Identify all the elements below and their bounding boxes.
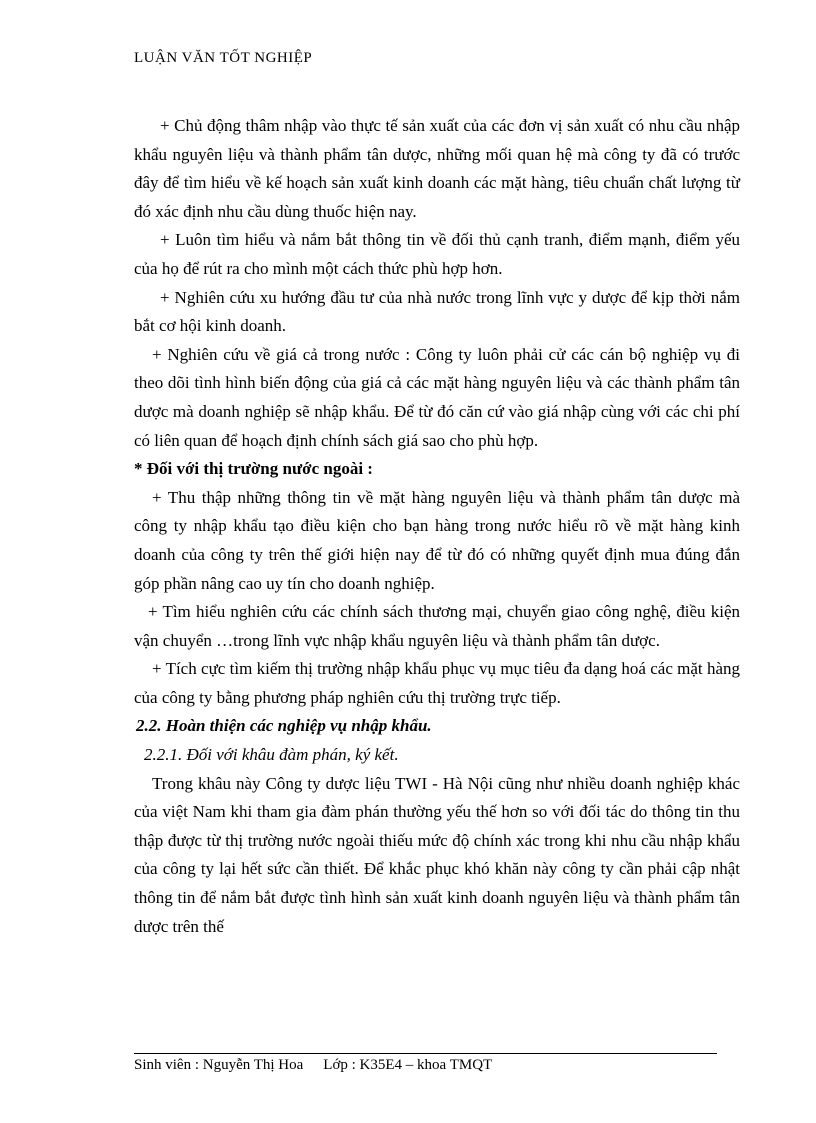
paragraph: + Tích cực tìm kiếm thị trường nhập khẩu phục vụ mục tiêu đa dạng hoá các mặt hàng của công ty bằng phương pháp nghiên cứu thị trường trực tiếp. <box>134 659 740 707</box>
paragraph: + Luôn tìm hiểu và nắm bắt thông tin về đối thủ cạnh tranh, điểm mạnh, điểm yếu của họ để rút ra cho mình một cách thức phù hợp hơn. <box>134 230 740 278</box>
footer-student: Sinh viên : Nguyễn Thị Hoa <box>134 1057 304 1073</box>
heading-2-2: 2.2. Hoàn thiện các nghiệp vụ nhập khẩu. <box>136 716 432 736</box>
paragraph: + Nghiên cứu xu hướng đầu tư của nhà nước trong lĩnh vực y dược để kịp thời nắm bắt cơ hội kinh doanh. <box>134 287 740 336</box>
paragraph: + Nghiên cứu về giá cả trong nước : Công ty luôn phải cử các cán bộ nghiệp vụ đi theo dõi tình hình biến động của giá cả các mặt hàng nguyên liệu và các thành phẩm tân dược mà doanh nghiệp sẽ nhập khẩu. Để từ đó căn cứ vào giá nhập cùng với các chi phí có liên quan để hoạch định chính sách giá sao cho phù hợp. <box>134 344 740 450</box>
document-body <box>134 112 740 941</box>
footer-divider <box>134 1053 717 1054</box>
paragraph: + Tìm hiểu nghiên cứu các chính sách thương mại, chuyển giao công nghệ, điều kiện vận chuyển …trong lĩnh vực nhập khẩu nguyên liệu và thành phẩm tân dược. <box>134 602 740 650</box>
heading-2-2-1: 2.2.1. Đối với khâu đàm phán, ký kết. <box>144 745 399 765</box>
paragraph: Trong khâu này Công ty dược liệu TWI - Hà Nội cũng như nhiều doanh nghiệp khác của việt Nam khi tham gia đàm phán thường yếu thế hơn so với đối tác do thông tin thu thập được từ thị trường nước ngoài thiếu mức độ chính xác trong khi nhu cầu nhập khẩu của công ty lại hết sức cần thiết. Để khắc phục khó khăn này công ty cần phải cập nhật thông tin để nắm bắt được tình hình sản xuất kinh doanh nguyên liệu và thành phẩm tân dược trên thế <box>134 773 740 936</box>
paragraph: + Chủ động thâm nhập vào thực tế sản xuất của các đơn vị sản xuất có nhu cầu nhập khẩu nguyên liệu và thành phẩm tân dược, những mối quan hệ mà công ty đã có trước đây để tìm hiểu về kế hoạch sản xuất kinh doanh các mặt hàng, tiêu chuẩn chất lượng từ đó xác định nhu cầu dùng thuốc hiện nay. <box>134 116 740 221</box>
page-header-title: LUẬN VĂN TỐT NGHIỆP <box>134 50 313 66</box>
page-footer <box>134 1057 492 1074</box>
section-heading: * Đối với thị trường nước ngoài : <box>134 459 373 479</box>
paragraph: + Thu thập những thông tin về mặt hàng nguyên liệu và thành phẩm tân dược mà công ty nhập khẩu tạo điều kiện cho bạn hàng trong nước hiểu rõ về mặt hàng kinh doanh của công ty trên thế giới hiện nay để từ đó có những quyết định mua đúng đắn góp phần nâng cao uy tín cho doanh nghiệp. <box>134 487 740 593</box>
footer-class: Lớp : K35E4 – khoa TMQT <box>323 1057 493 1073</box>
